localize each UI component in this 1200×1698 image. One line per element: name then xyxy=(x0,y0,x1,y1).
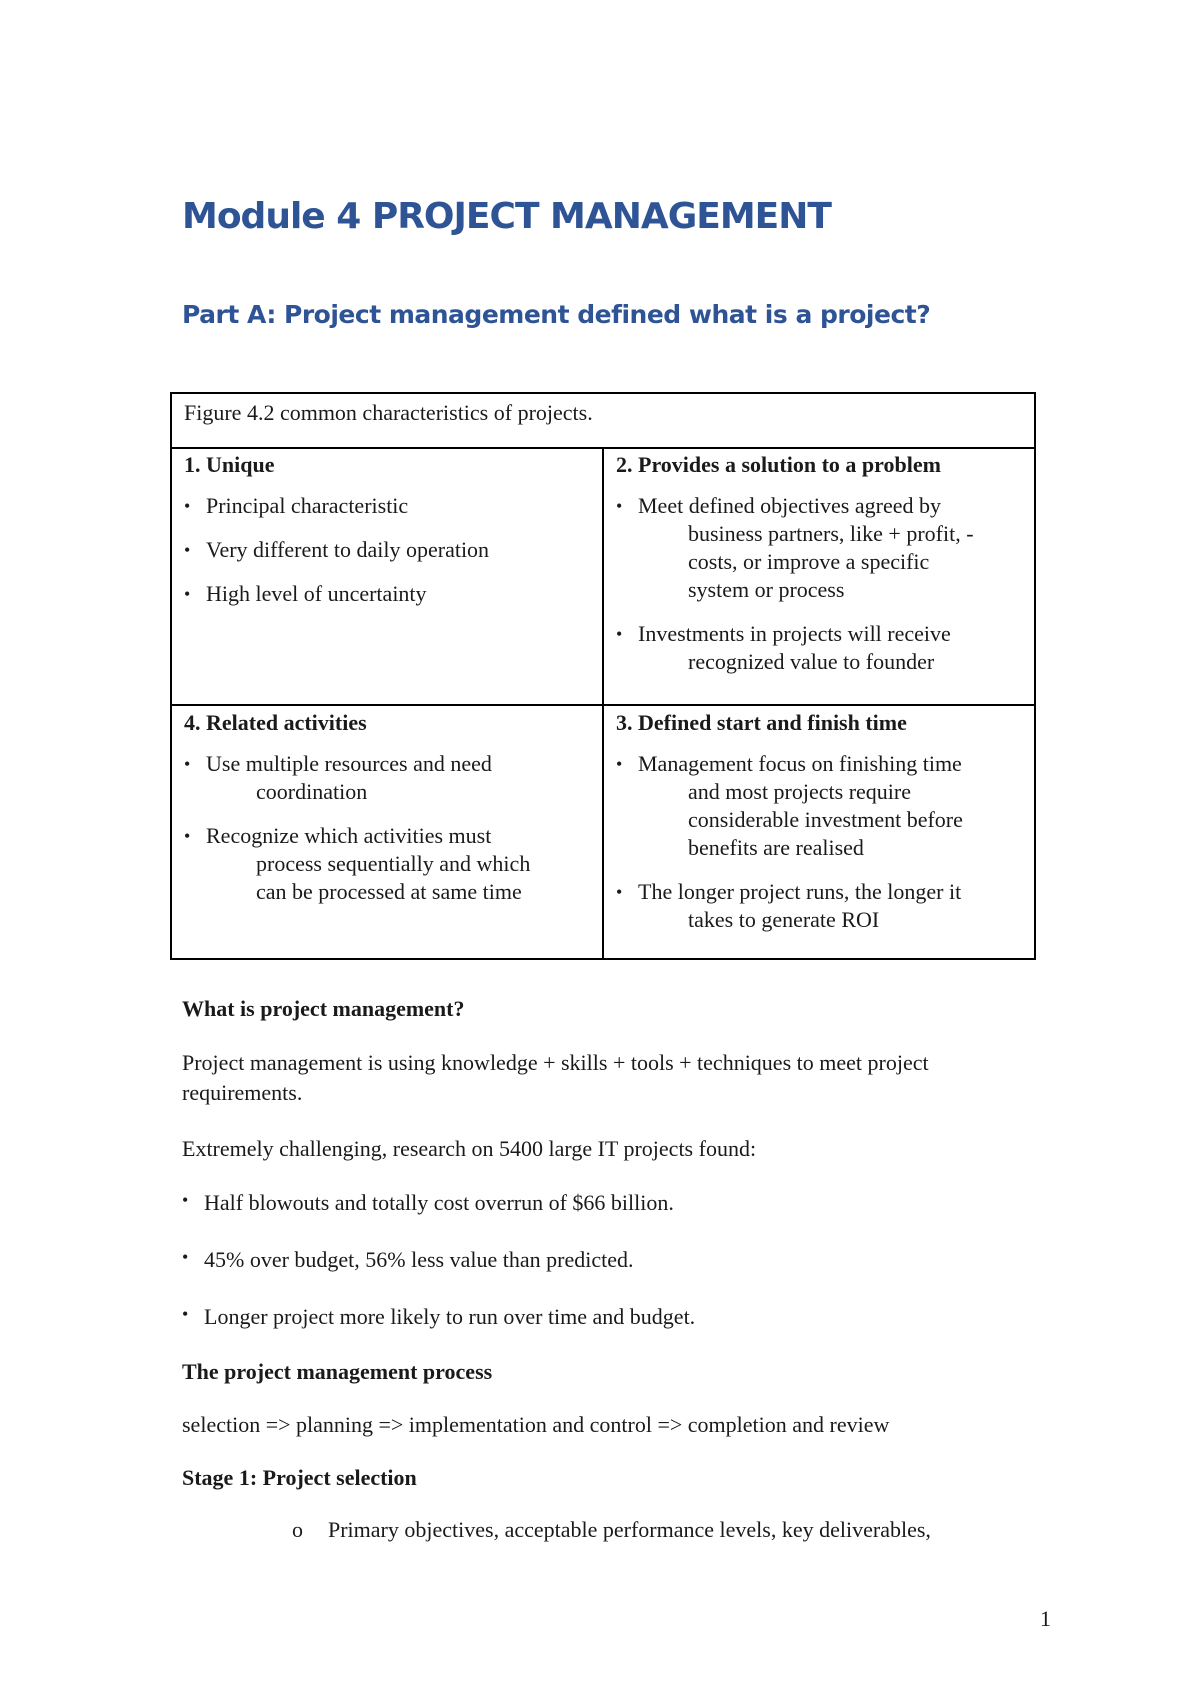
pm-heading: What is project management? xyxy=(182,996,465,1021)
cell-provides-solution xyxy=(616,452,1030,692)
pm-research-intro: Extremely challenging, research on 5400 large IT projects found: xyxy=(182,1136,757,1161)
page-number: 1 xyxy=(1040,1606,1051,1631)
list-item-text: Investments in projects will receive xyxy=(638,621,951,646)
bullet-icon: • xyxy=(616,754,623,774)
list-item-text-continued: can be processed at same time xyxy=(256,879,522,904)
bullet-icon: • xyxy=(616,496,623,516)
pm-definition-line-2: requirements. xyxy=(182,1080,303,1105)
list-item xyxy=(616,750,1030,862)
list-item xyxy=(184,492,594,520)
cell-bullet-list xyxy=(616,750,1030,934)
list-item-text: Longer project more likely to run over time and budget. xyxy=(204,1304,696,1329)
bullet-icon: • xyxy=(182,1190,189,1210)
cell-related-activities xyxy=(184,710,594,922)
list-item-text-continued: coordination xyxy=(256,779,368,804)
list-item-text: Principal characteristic xyxy=(206,493,409,518)
list-item-text-continued: costs, or improve a specific xyxy=(688,549,930,574)
list-item-text: Recognize which activities must xyxy=(206,823,492,848)
pm-definition-line-1: Project management is using knowledge + skills + tools + techniques to meet project xyxy=(182,1050,929,1075)
list-item-text-continued: business partners, like + profit, - xyxy=(688,521,974,546)
list-item xyxy=(182,1304,695,1361)
bullet-icon: • xyxy=(616,882,623,902)
list-item-text: Half blowouts and totally cost overrun of $66 billion. xyxy=(204,1190,674,1215)
cell-title: 4. Related activities xyxy=(184,710,367,735)
cell-defined-start-finish xyxy=(616,710,1030,950)
list-item-text: Meet defined objectives agreed by xyxy=(638,493,941,518)
cell-title: 3. Defined start and finish time xyxy=(616,710,907,735)
bullet-icon: • xyxy=(184,754,191,774)
list-item-text-continued: benefits are realised xyxy=(688,835,864,860)
bullet-icon: • xyxy=(182,1304,189,1324)
list-item xyxy=(182,1190,695,1247)
list-item xyxy=(184,536,594,564)
process-flow: selection => planning => implementation and control => completion and review xyxy=(182,1412,890,1437)
page-title: Module 4 PROJECT MANAGEMENT xyxy=(182,196,831,237)
cell-title: 1. Unique xyxy=(184,452,275,477)
list-item-text: Use multiple resources and need xyxy=(206,751,492,776)
cell-bullet-list xyxy=(184,492,594,608)
cell-bullet-list xyxy=(616,492,1030,676)
list-item xyxy=(184,580,594,608)
bullet-icon: • xyxy=(616,624,623,644)
list-item xyxy=(182,1247,695,1304)
sub-bullet-icon: o xyxy=(292,1517,303,1542)
list-item-text-continued: takes to generate ROI xyxy=(688,907,880,932)
list-item-text-continued: process sequentially and which xyxy=(256,851,531,876)
stage1-item-text: Primary objectives, acceptable performance levels, key deliverables, xyxy=(328,1517,931,1542)
research-findings-list xyxy=(182,1190,695,1361)
bullet-icon: • xyxy=(182,1247,189,1267)
bullet-icon: • xyxy=(184,584,191,604)
cell-unique xyxy=(184,452,594,624)
list-item-text-continued: system or process xyxy=(688,577,845,602)
list-item xyxy=(184,750,594,806)
list-item-text: 45% over budget, 56% less value than predicted. xyxy=(204,1247,634,1272)
cell-title: 2. Provides a solution to a problem xyxy=(616,452,941,477)
figure-caption: Figure 4.2 common characteristics of projects. xyxy=(184,400,593,425)
list-item xyxy=(616,620,1030,676)
list-item xyxy=(616,878,1030,934)
cell-bullet-list xyxy=(184,750,594,906)
bullet-icon: • xyxy=(184,496,191,516)
process-heading: The project management process xyxy=(182,1359,493,1384)
stage1-item xyxy=(292,1517,931,1543)
list-item-text: Management focus on finishing time xyxy=(638,751,962,776)
bullet-icon: • xyxy=(184,540,191,560)
section-subtitle: Part A: Project management defined what is a project? xyxy=(182,300,931,329)
list-item-text: High level of uncertainty xyxy=(206,581,427,606)
bullet-icon: • xyxy=(184,826,191,846)
list-item-text: The longer project runs, the longer it xyxy=(638,879,962,904)
list-item-text: Very different to daily operation xyxy=(206,537,490,562)
list-item xyxy=(616,492,1030,604)
list-item xyxy=(184,822,594,906)
list-item-text-continued: considerable investment before xyxy=(688,807,963,832)
list-item-text-continued: recognized value to founder xyxy=(688,649,935,674)
characteristics-figure-table xyxy=(170,392,1036,960)
list-item-text-continued: and most projects require xyxy=(688,779,911,804)
table-divider-vertical xyxy=(602,449,604,960)
stage1-heading: Stage 1: Project selection xyxy=(182,1465,417,1490)
